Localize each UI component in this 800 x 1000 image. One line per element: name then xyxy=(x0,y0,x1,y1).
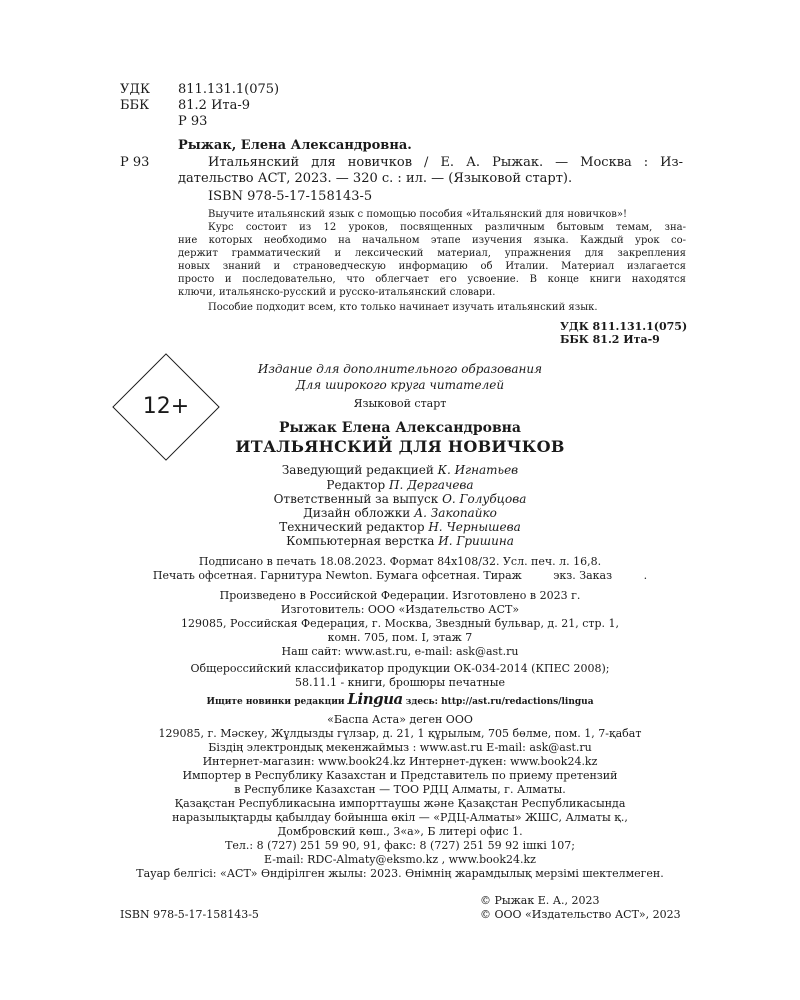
kazakh-line: Қазақстан Республикасына импорттаушы және Қазақстан Республикасында xyxy=(174,797,626,810)
lingua-after: здесь: http://ast.ru/redactions/lingua xyxy=(405,697,594,707)
print-info-line-2: Печать офсетная. Гарнитура Newton. Бумага офсетная. Тираж экз. Заказ . xyxy=(152,569,648,582)
book-title: ИТАЛЬЯНСКИЙ ДЛЯ НОВИЧКОВ xyxy=(235,437,565,456)
manufacturer-line: 58.11.1 - книги, брошюры печатные xyxy=(294,676,506,689)
kazakh-line: Импортер в Республику Казахстан и Представитель по приему претензий xyxy=(182,769,618,782)
age-rating: 12+ xyxy=(142,394,190,419)
credit-name: К. Игнатьев xyxy=(437,463,519,477)
credit-line xyxy=(150,478,650,492)
entry-line-2: дательство АСТ, 2023. — 320 с. : ил. — (Языковой старт). xyxy=(178,171,573,186)
edition-audience: Для широкого круга читателей xyxy=(295,378,505,392)
annotation-line: новых знаний и страноведческую информацию об Италии. Материал излагается xyxy=(178,261,686,272)
short-bbk: ББК 81.2 Ита-9 xyxy=(560,333,660,346)
credit-line xyxy=(150,520,650,534)
annotation-line: Курс состоит из 12 уроков, посвященных различным бытовым темам, зна- xyxy=(208,222,686,233)
author-mark: Р 93 xyxy=(178,114,208,129)
credit-role: Заведующий редакцией xyxy=(281,463,434,477)
footer-isbn: ISBN 978-5-17-158143-5 xyxy=(120,908,259,921)
credit-line xyxy=(150,534,650,548)
title-author: Рыжак Елена Александровна xyxy=(278,420,522,436)
credit-line xyxy=(150,492,650,506)
credit-role: Компьютерная верстка xyxy=(286,534,435,548)
manufacturer-line: Произведено в Российской Федерации. Изготовлено в 2023 г. xyxy=(219,589,581,602)
manufacturer-line: комн. 705, пом. I, этаж 7 xyxy=(327,631,473,644)
manufacturer-line: Наш сайт: www.ast.ru, e-mail: ask@ast.ru xyxy=(281,645,519,658)
credit-role: Технический редактор xyxy=(279,520,425,534)
lingua-line xyxy=(100,690,700,711)
manufacturer-line: 129085, Российская Федерация, г. Москва, Звездный бульвар, д. 21, стр. 1, xyxy=(181,617,619,630)
annotation-line: держит грамматический и лексический материал, упражнения для закрепления xyxy=(178,248,686,259)
annotation-last-paragraph: Пособие подходит всем, кто только начинает изучать итальянский язык. xyxy=(208,302,598,313)
manufacturer-line: Общероссийский классификатор продукции ОК-034-2014 (КПЕС 2008); xyxy=(190,662,610,675)
kazakh-line: «Баспа Аста» деген ООО xyxy=(327,713,473,726)
kazakh-line: в Республике Казахстан — ТОО РДЦ Алматы, г. Алматы. xyxy=(234,783,566,796)
edition-series: Языковой старт xyxy=(353,397,447,410)
copyright-author: © Рыжак Е. А., 2023 xyxy=(480,894,600,907)
credit-line xyxy=(150,463,650,477)
credit-name: Н. Чернышева xyxy=(428,520,521,534)
credit-name: О. Голубцова xyxy=(442,492,527,506)
kazakh-line: Домбровский көш., 3«а», Б литері офис 1. xyxy=(277,825,523,838)
annotation-line: ние которых необходимо на начальном этапе изучения языка. Каждый урок со- xyxy=(178,235,686,246)
short-udk: УДК 811.131.1(075) xyxy=(560,320,688,333)
udk-label: УДК xyxy=(120,82,151,97)
kazakh-line: Біздің электрондық мекенжаймыз : www.ast.ru E-mail: ask@ast.ru xyxy=(208,741,592,754)
credit-name: А. Закопайко xyxy=(414,506,497,520)
edition-supplementary: Издание для дополнительного образования xyxy=(257,362,543,376)
credit-role: Дизайн обложки xyxy=(303,506,411,520)
annotation-line: Выучите итальянский язык с помощью пособия «Итальянский для новичков»! xyxy=(208,209,627,220)
credit-name: П. Дергачева xyxy=(389,478,474,492)
kazakh-line: E-mail: RDC-Almaty@eksmo.kz , www.book24.kz xyxy=(264,853,536,866)
entry-line-1: Итальянский для новичков / Е. А. Рыжак. — Москва : Из- xyxy=(208,155,683,170)
kazakh-line: Интернет-магазин: www.book24.kz Интернет-дүкен: www.book24.kz xyxy=(202,755,598,768)
credit-name: И. Гришина xyxy=(438,534,514,548)
kazakh-line: Тел.: 8 (727) 251 59 90, 91, факс: 8 (727) 251 59 92 ішкі 107; xyxy=(225,839,575,852)
annotation-line: просто и последовательно, что облегчает его усвоение. В конце книги находятся xyxy=(178,274,686,285)
credit-role: Редактор xyxy=(326,478,386,492)
manufacturer-line: Изготовитель: ООО «Издательство АСТ» xyxy=(280,603,520,616)
author-heading: Рыжак, Елена Александровна. xyxy=(178,138,412,153)
udk-value: 811.131.1(075) xyxy=(178,82,280,97)
kazakh-line: наразылықтарды қабылдау бойынша өкіл — «РДЦ-Алматы» ЖШС, Алматы қ., xyxy=(172,811,628,824)
bbk-value: 81.2 Ита-9 xyxy=(178,98,251,113)
copyright-publisher: © ООО «Издательство АСТ», 2023 xyxy=(480,908,681,921)
annotation-line: ключи, итальянско-русский и русско-итальянский словари. xyxy=(178,287,496,298)
credit-role: Ответственный за выпуск xyxy=(273,492,439,506)
print-info-line-1: Подписано в печать 18.08.2023. Формат 84х108/32. Усл. печ. л. 16,8. xyxy=(198,555,602,568)
kazakh-line: Тауар белгісі: «АСТ» Өндірілген жылы: 2023. Өнімнің жарамдылық мерзімі шектелмеген. xyxy=(136,867,664,880)
credit-line xyxy=(150,506,650,520)
lingua-before: Ищите новинки редакции xyxy=(206,697,345,707)
lingua-logo: Lingua xyxy=(347,690,403,708)
entry-mark: Р 93 xyxy=(120,155,150,170)
kazakh-line: 129085, г. Мәскеу, Жұлдызды гүлзар, д. 21, 1 құрылым, 705 бөлме, пом. 1, 7-қабат xyxy=(158,727,642,740)
entry-isbn: ISBN 978-5-17-158143-5 xyxy=(208,189,373,204)
bbk-label: ББК xyxy=(120,98,150,113)
